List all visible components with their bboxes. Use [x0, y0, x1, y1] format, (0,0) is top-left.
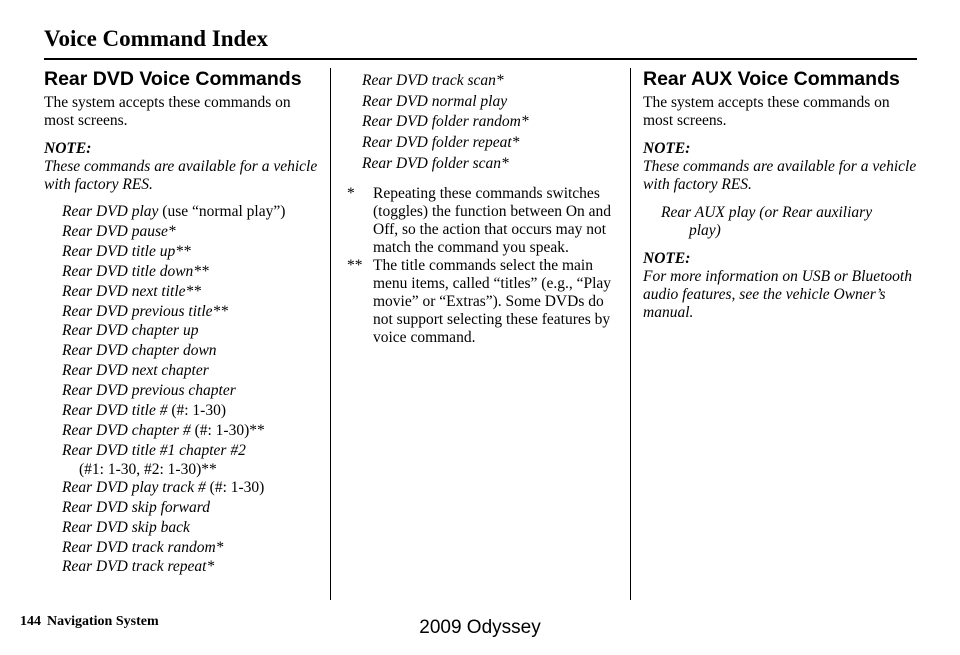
dvd-command-item — [344, 133, 624, 154]
dvd-command-item — [44, 421, 319, 441]
dvd-column-1 — [44, 68, 319, 577]
footnote-text: The title commands select the main menu items, called “titles” (e.g., “Play movie” or “Extras”). Some DVDs do not support selecting these features by voice command. — [373, 256, 612, 346]
footnote-mark: * — [347, 184, 355, 202]
dvd-command-text: Rear DVD chapter # — [62, 421, 191, 439]
dvd-footnotes — [344, 185, 624, 347]
dvd-command-item — [44, 282, 319, 302]
dvd-command-item — [44, 478, 319, 498]
dvd-command-item — [44, 242, 319, 262]
dvd-command-text: Rear DVD previous title** — [62, 302, 229, 320]
dvd-command-item — [44, 381, 319, 401]
dvd-command-text: Rear DVD track random* — [62, 538, 224, 556]
dvd-note-label: NOTE: — [44, 140, 92, 157]
dvd-command-suffix: (#: 1-30) — [205, 478, 265, 496]
dvd-command-text: Rear DVD play track # — [62, 478, 206, 496]
dvd-command-item — [44, 302, 319, 322]
dvd-command-text: Rear DVD next title** — [62, 282, 202, 300]
dvd-command-text: Rear DVD previous chapter — [62, 382, 236, 400]
dvd-command-item — [44, 441, 319, 478]
dvd-command-item — [344, 92, 624, 113]
dvd-command-item — [44, 222, 319, 242]
dvd-command-text: Rear DVD title up** — [62, 242, 191, 260]
dvd-command-text: Rear DVD track scan* — [362, 72, 504, 89]
dvd-command-item — [44, 321, 319, 341]
dvd-command-text: Rear DVD folder random* — [362, 113, 529, 131]
dvd-command-text: Rear DVD next chapter — [62, 362, 209, 380]
dvd-command-item — [44, 401, 319, 421]
footer-model: 2009 Odyssey — [419, 617, 541, 638]
dvd-command-item — [44, 202, 319, 222]
dvd-intro: The system accepts these commands on most screens. — [44, 94, 291, 129]
dvd-command-item — [344, 154, 624, 175]
dvd-section-heading: Rear DVD Voice Commands — [44, 68, 302, 90]
dvd-command-suffix: (#: 1-30) — [167, 402, 227, 420]
aux-note1-label: NOTE: — [643, 140, 691, 157]
aux-command — [643, 204, 923, 240]
footnote-text: Repeating these commands switches (toggles) the function between On and Off, so the action that occurs may not match the command you speak. — [373, 184, 612, 256]
dvd-command-item — [44, 361, 319, 381]
dvd-command-text: Rear DVD normal play — [362, 92, 508, 110]
dvd-command-item — [344, 112, 624, 133]
dvd-command-text: Rear DVD chapter up — [62, 322, 199, 340]
dvd-command-text: Rear DVD skip back — [62, 518, 190, 536]
dvd-command-text: Rear DVD pause* — [62, 222, 176, 240]
column-divider-2 — [630, 68, 631, 600]
page-title: Voice Command Index — [44, 26, 269, 51]
dvd-command-text: Rear DVD skip forward — [62, 498, 210, 516]
dvd-command-text: Rear DVD title down** — [62, 262, 209, 280]
dvd-command-item — [44, 538, 319, 558]
dvd-command-item — [44, 557, 319, 577]
title-rule — [44, 58, 917, 60]
aux-note2-label: NOTE: — [643, 250, 691, 267]
dvd-command-text: Rear DVD chapter down — [62, 342, 217, 360]
aux-column — [643, 68, 923, 322]
aux-command-text: Rear AUX play (or Rear auxiliary — [661, 204, 873, 221]
aux-section-heading: Rear AUX Voice Commands — [643, 68, 900, 90]
footer-section: Navigation System — [47, 614, 159, 629]
dvd-column-2 — [344, 71, 624, 347]
dvd-command-text: Rear DVD folder repeat* — [362, 134, 520, 152]
dvd-command-item — [44, 498, 319, 518]
aux-note2-text: For more information on USB or Bluetooth audio features, see the vehicle Owner’s manual. — [643, 268, 912, 321]
aux-intro: The system accepts these commands on most screens. — [643, 94, 890, 129]
dvd-note-text: These commands are available for a vehicle with factory RES. — [44, 158, 318, 193]
dvd-command-suffix: (#: 1-30)** — [190, 421, 265, 439]
dvd-command-text: Rear DVD folder scan* — [362, 154, 509, 172]
dvd-command-list — [44, 202, 319, 577]
page-number: 144 — [20, 614, 41, 629]
footnote-mark: ** — [347, 256, 363, 274]
aux-note1-text: These commands are available for a vehicle with factory RES. — [643, 158, 917, 193]
footnote — [344, 257, 624, 347]
dvd-command-text: Rear DVD title #1 chapter #2 — [62, 441, 246, 459]
column-divider-1 — [330, 68, 331, 600]
footnote — [344, 185, 624, 257]
aux-command-cont: play) — [689, 222, 721, 239]
dvd-command-text: Rear DVD track repeat* — [62, 558, 215, 576]
dvd-command-continuation: (#1: 1-30, #2: 1-30)** — [79, 460, 217, 478]
dvd-command-item — [44, 262, 319, 282]
dvd-command-text: Rear DVD play — [62, 203, 159, 220]
dvd-command-item — [44, 518, 319, 538]
dvd-command-list-continued — [344, 71, 624, 175]
dvd-command-suffix: (use “normal play”) — [158, 203, 286, 220]
dvd-command-item — [344, 71, 624, 92]
dvd-command-text: Rear DVD title # — [62, 402, 168, 420]
dvd-command-item — [44, 341, 319, 361]
